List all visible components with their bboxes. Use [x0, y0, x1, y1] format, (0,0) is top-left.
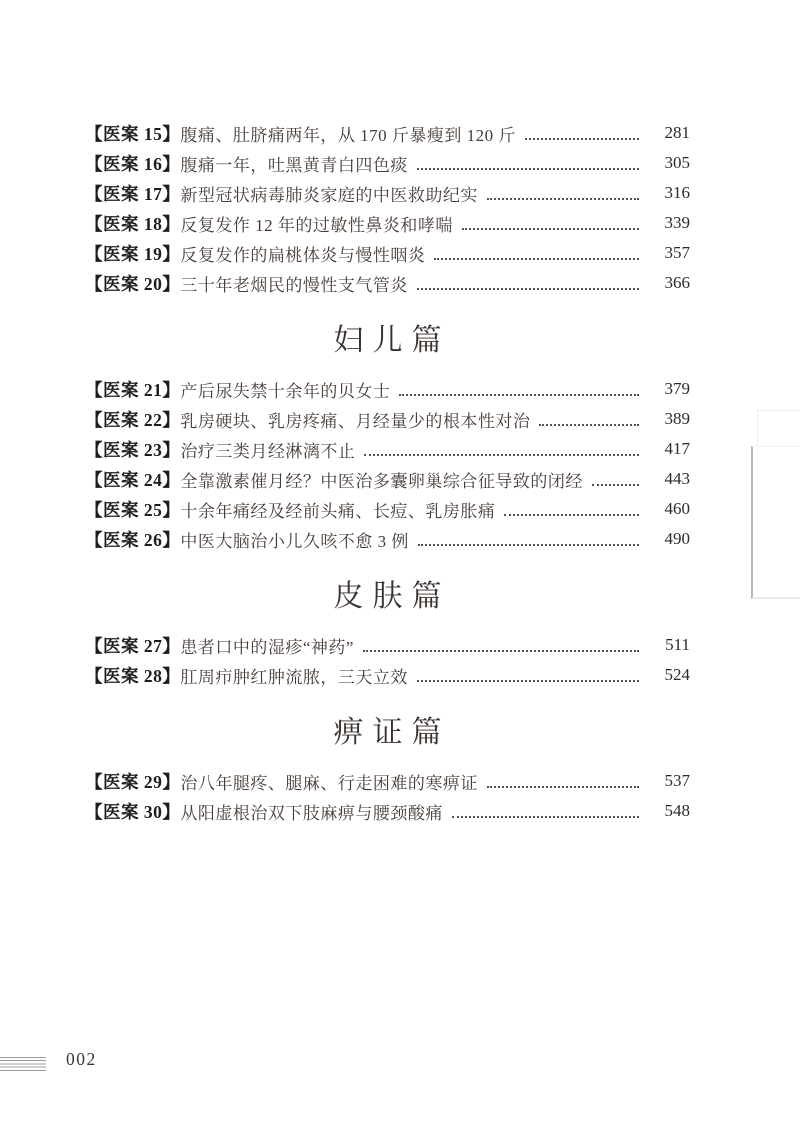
dot-leader: [539, 412, 639, 426]
toc-entry-label: 【医案 16】: [85, 153, 181, 174]
toc-entry-page-number: 490: [664, 529, 690, 548]
page-edge-tab-top: [757, 410, 800, 447]
dot-leader: [418, 532, 639, 546]
dot-leader: [417, 668, 639, 682]
toc-entry-title: 反复发作 12 年的过敏性鼻炎和哮喘: [180, 215, 453, 235]
toc-entry-page-number: 389: [664, 409, 690, 428]
table-of-contents: [85, 118, 690, 826]
toc-entry-label: 【医案 22】: [85, 409, 181, 430]
toc-entry-page-number: 339: [664, 213, 690, 232]
dot-leader: [462, 216, 639, 230]
toc-entry-page-number: 460: [664, 499, 690, 518]
toc-entry-page-number: 316: [664, 183, 690, 202]
toc-entry-title: 肛周疖肿红肿流脓，三天立效: [180, 667, 408, 687]
footer-stripes-decoration: [0, 1057, 46, 1071]
toc-entry-page-number: 417: [664, 439, 690, 458]
toc-entry-label: 【医案 25】: [85, 499, 181, 520]
toc-entry-title: 腹痛、肚脐痛两年，从 170 斤暴瘦到 120 斤: [180, 125, 516, 145]
toc-entry: [85, 208, 690, 238]
page-edge-tab: [751, 446, 800, 599]
toc-entry-title: 从阳虚根治双下肢麻痹与腰颈酸痛: [180, 803, 443, 823]
dot-leader: [434, 246, 639, 260]
toc-entry: [85, 178, 690, 208]
toc-entry: [85, 404, 690, 434]
dot-leader: [363, 638, 639, 652]
dot-leader: [417, 156, 639, 170]
toc-entry-title: 反复发作的扁桃体炎与慢性咽炎: [180, 245, 426, 265]
toc-entry-title: 患者口中的湿疹“神药”: [180, 637, 354, 657]
toc-entry-label: 【医案 27】: [85, 635, 181, 656]
toc-entry-title: 治八年腿疼、腿麻、行走困难的寒痹证: [180, 773, 478, 793]
toc-entry-title: 治疗三类月经淋漓不止: [180, 441, 356, 461]
toc-entry: [85, 524, 690, 554]
toc-entry: [85, 660, 690, 690]
toc-entry-page-number: 281: [664, 123, 690, 142]
dot-leader: [487, 186, 639, 200]
toc-entry-title: 腹痛一年，吐黑黄青白四色痰: [180, 155, 408, 175]
toc-entry-title: 三十年老烟民的慢性支气管炎: [180, 275, 408, 295]
toc-entry-page-number: 548: [664, 801, 690, 820]
dot-leader: [504, 502, 639, 516]
toc-entry-label: 【医案 28】: [85, 665, 181, 686]
toc-entry: [85, 796, 690, 826]
section-title: 皮肤篇: [333, 580, 451, 613]
toc-entry-title: 中医大脑治小儿久咳不愈 3 例: [180, 531, 409, 551]
toc-entry-page-number: 511: [665, 635, 690, 654]
toc-entry-label: 【医案 29】: [85, 771, 181, 792]
toc-entry-page-number: 379: [664, 379, 690, 398]
toc-entry-label: 【医案 24】: [85, 469, 181, 490]
toc-entry: [85, 630, 690, 660]
toc-entry-label: 【医案 20】: [85, 273, 181, 294]
toc-entry-label: 【医案 21】: [85, 379, 181, 400]
toc-entry: [85, 766, 690, 796]
toc-entry: [85, 238, 690, 268]
section-title: 痹证篇: [333, 716, 451, 749]
dot-leader: [592, 472, 639, 486]
dot-leader: [364, 442, 639, 456]
toc-entry: [85, 148, 690, 178]
toc-entry-page-number: 357: [664, 243, 690, 262]
toc-entry-label: 【医案 26】: [85, 529, 181, 550]
dot-leader: [417, 276, 639, 290]
section-title: 妇儿篇: [333, 324, 451, 357]
toc-entry-title: 产后尿失禁十余年的贝女士: [180, 381, 391, 401]
toc-entry-page-number: 537: [664, 771, 690, 790]
toc-entry: [85, 464, 690, 494]
toc-entry: [85, 434, 690, 464]
toc-entry-page-number: 366: [664, 273, 690, 292]
dot-leader: [487, 774, 639, 788]
toc-entry-page-number: 305: [664, 153, 690, 172]
dot-leader: [452, 804, 639, 818]
toc-entry-title: 新型冠状病毒肺炎家庭的中医救助纪实: [180, 185, 478, 205]
toc-entry: [85, 118, 690, 148]
toc-entry-label: 【医案 30】: [85, 801, 181, 822]
toc-entry-label: 【医案 19】: [85, 243, 181, 264]
toc-entry-label: 【医案 17】: [85, 183, 181, 204]
toc-entry-title: 全靠激素催月经？中医治多囊卵巢综合征导致的闭经: [180, 471, 583, 491]
dot-leader: [399, 382, 639, 396]
page-number: 002: [66, 1049, 97, 1069]
dot-leader: [525, 126, 639, 140]
toc-entry: [85, 374, 690, 404]
toc-entry-label: 【医案 23】: [85, 439, 181, 460]
toc-entry-label: 【医案 18】: [85, 213, 181, 234]
toc-entry-title: 十余年痛经及经前头痛、长痘、乳房胀痛: [180, 501, 496, 521]
toc-entry-page-number: 524: [664, 665, 690, 684]
toc-entry-page-number: 443: [664, 469, 690, 488]
toc-entry-title: 乳房硬块、乳房疼痛、月经量少的根本性对治: [180, 411, 531, 431]
toc-entry: [85, 494, 690, 524]
toc-entry: [85, 268, 690, 298]
toc-entry-label: 【医案 15】: [85, 123, 181, 144]
